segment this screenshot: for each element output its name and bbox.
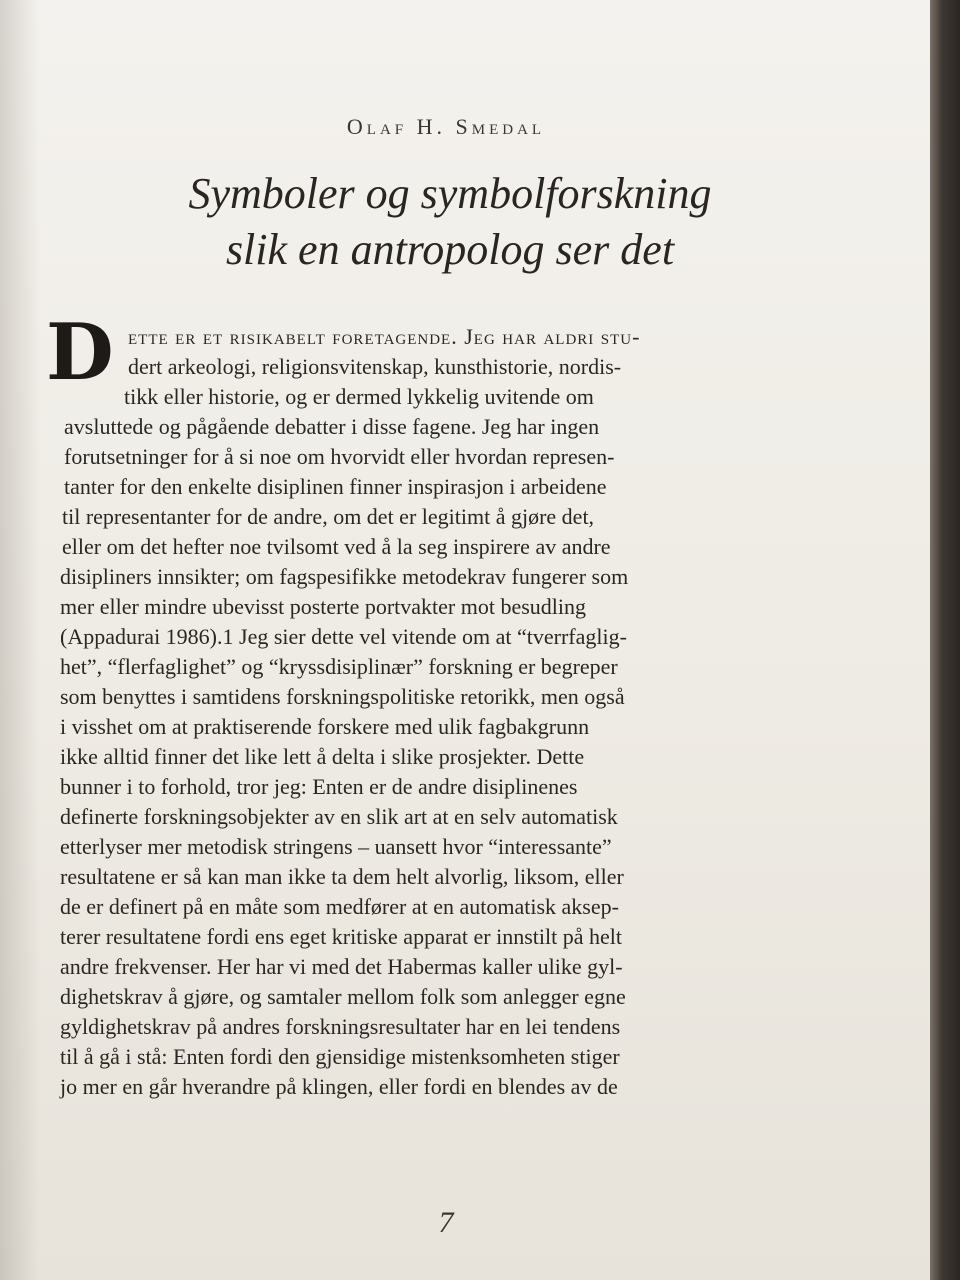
chapter-title: [0, 166, 900, 278]
body-line: de er definert på en måte som medfører at en automatisk aksep-: [60, 894, 619, 919]
body-line: dighetskrav å gjøre, og samtaler mellom folk som anlegger egne: [60, 984, 626, 1009]
body-line: gyldighetskrav på andres forskningsresultater har en lei tendens: [60, 1014, 621, 1039]
body-line: tanter for den enkelte disiplinen finner inspirasjon i arbeidene: [64, 474, 607, 499]
page-number: 7: [438, 1206, 454, 1239]
body-paragraph: [60, 322, 830, 1102]
body-line: terer resultatene fordi ens eget kritiske apparat er innstilt på helt: [60, 924, 622, 949]
chapter-title-line-1: Symboler og symbolforskning: [188, 169, 712, 218]
body-line: avsluttede og pågående debatter i disse fagene. Jeg har ingen: [64, 414, 600, 439]
body-line: (Appadurai 1986).1 Jeg sier dette vel vitende om at “tverrfaglig-: [60, 624, 627, 649]
book-spine-edge: [930, 0, 960, 1280]
body-line: ette er et risikabelt foretagende. Jeg har aldri stu-: [128, 324, 641, 349]
body-line: het”, “flerfaglighet” og “kryssdisiplinær” forskning er begreper: [60, 654, 618, 679]
body-line: tikk eller historie, og er dermed lykkelig uvitende om: [124, 384, 594, 409]
body-line: dert arkeologi, religionsvitenskap, kunsthistorie, nordis-: [128, 354, 622, 379]
body-line: til å gå i stå: Enten fordi den gjensidige mistenksomheten stiger: [60, 1044, 620, 1069]
body-line: resultatene er så kan man ikke ta dem helt alvorlig, liksom, eller: [60, 864, 624, 889]
body-line: jo mer en går hverandre på klingen, eller fordi en blendes av de: [60, 1074, 618, 1099]
body-line: som benyttes i samtidens forskningspolitiske retorikk, men også: [60, 684, 625, 709]
body-line: til representanter for de andre, om det er legitimt å gjøre det,: [62, 504, 595, 529]
body-line: ikke alltid finner det like lett å delta i slike prosjekter. Dette: [60, 744, 585, 769]
body-line: etterlyser mer metodisk stringens – uansett hvor “interessante”: [60, 834, 612, 859]
body-line: forutsetninger for å si noe om hvorvidt eller hvordan represen-: [64, 444, 615, 469]
drop-cap-initial: D: [46, 307, 114, 398]
body-line: bunner i to forhold, tror jeg: Enten er de andre disiplinenes: [60, 774, 578, 799]
body-line: eller om det hefter noe tvilsomt ved å la seg inspirere av andre: [62, 534, 611, 559]
body-line: mer eller mindre ubevisst posterte portvakter mot besudling: [60, 594, 587, 619]
body-line: disipliners innsikter; om fagspesifikke metodekrav fungerer som: [60, 564, 629, 589]
chapter-author: Olaf H. Smedal: [346, 114, 546, 139]
body-line: andre frekvenser. Her har vi med det Habermas kaller ulike gyl-: [60, 954, 623, 979]
body-line: definerte forskningsobjekter av en slik art at en selv automatisk: [60, 804, 618, 829]
chapter-title-line-2: slik en antropolog ser det: [225, 225, 675, 274]
body-line: i visshet om at praktiserende forskere med ulik fagbakgrunn: [60, 714, 590, 739]
